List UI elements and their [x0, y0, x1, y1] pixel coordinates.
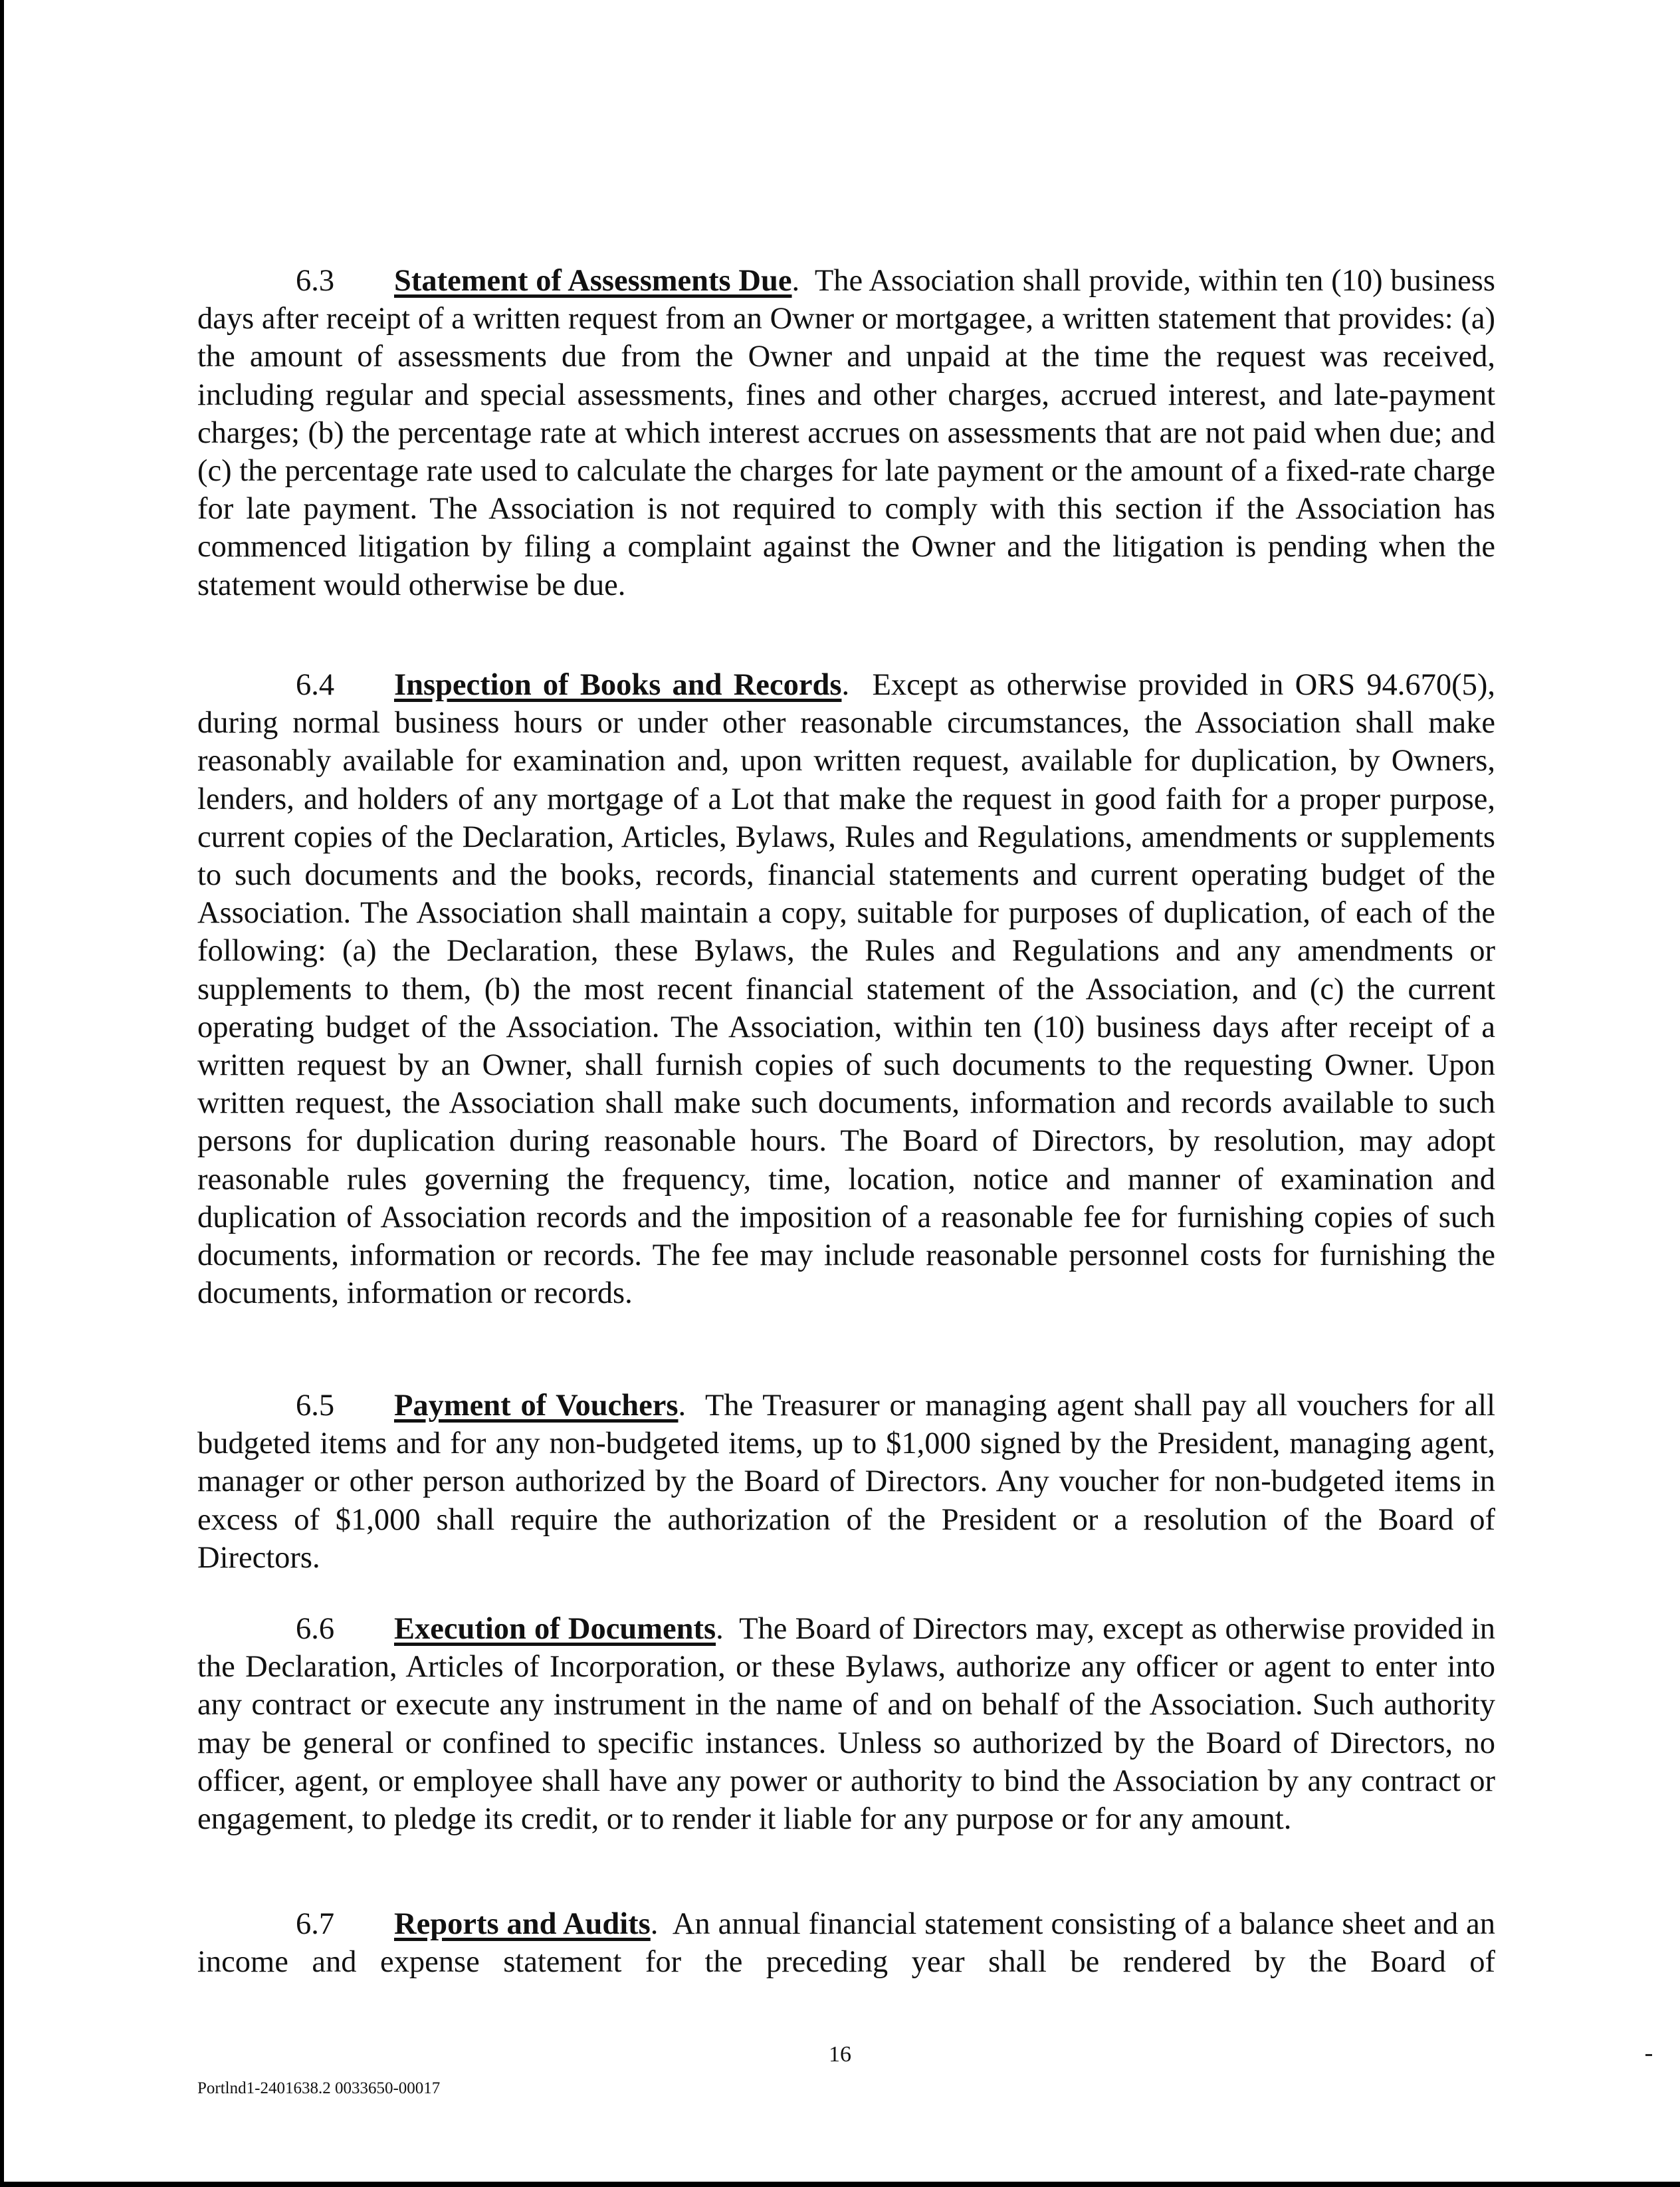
section-body: An annual financial statement consisting of a balance sheet and an income and expense statement for the preceding year shall be rendered by the Board of	[197, 1907, 1496, 1980]
section-body: The Board of Directors may, except as otherwise provided in the Declaration, Articles of Incorporation, or these Bylaws, authorize any officer or agent to enter into any contract or execute any instrument in the name of and on behalf of the Association. Such authority may be general or confined to specific instances. Unless so authorized by the Board of Directors, no officer, agent, or employee shall have any power or authority to bind the Association by any contract or engagement, to pledge its credit, or to render it liable for any purpose or for any amount.	[197, 1612, 1495, 1837]
page-number: 16	[829, 2042, 851, 2067]
section-number: 6.4	[296, 668, 335, 702]
section-title: Execution of Documents	[394, 1612, 716, 1646]
section-6-5: 6.5 Payment of Vouchers. The Treasurer or managing agent shall pay all vouchers for all budgeted items and for any non-budgeted items, up to $1,000 signed by the President, managing agent, manager or other person authorized by the Board of Directors. Any voucher for non-budgeted items in excess of $1,000 shall require the authorization of the President or a resolution of the Board of Directors.	[197, 1387, 1495, 1577]
scan-bottom-edge-bar	[0, 2182, 1680, 2187]
section-title: Reports and Audits	[394, 1907, 651, 1941]
section-number: 6.5	[296, 1389, 335, 1423]
section-6-4: 6.4 Inspection of Books and Records. Except as otherwise provided in ORS 94.670(5), during normal business hours or under other reasonable circumstances, the Association shall make reasonably available for examination and, upon written request, available for duplication, by Owners, lenders, and holders of any mortgage of a Lot that make the request in good faith for a proper purpose, current copies of the Declaration, Articles, Bylaws, Rules and Regulations, amendments or supplements to such documents and the books, records, financial statements and current operating budget of the Association. The Association shall maintain a copy, suitable for purposes of duplication, of each of the following: (a) the Declaration, these Bylaws, the Rules and Regulations and any amendments or supplements to them, (b) the most recent financial statement of the Association, and (c) the current operating budget of the Association. The Association, within ten (10) business days after receipt of a written request by an Owner, shall furnish copies of such documents to the requesting Owner. Upon written request, the Association shall make such documents, information and records available to such persons for duplication during reasonable hours. The Board of Directors, by resolution, may adopt reasonable rules governing the frequency, time, location, notice and manner of examination and duplication of Association records and the imposition of a reasonable fee for furnishing copies of such documents, information or records. The fee may include reasonable personnel costs for furnishing the documents, information or records.	[197, 666, 1495, 1312]
section-title: Payment of Vouchers	[394, 1389, 679, 1423]
section-number: 6.3	[296, 264, 335, 298]
document-reference: Portlnd1-2401638.2 0033650-00017	[197, 2079, 441, 2097]
scan-left-edge-bar	[0, 0, 4, 2187]
section-6-6: 6.6 Execution of Documents. The Board of Directors may, except as otherwise provided in the Declaration, Articles of Incorporation, or these Bylaws, authorize any officer or agent to enter into any contract or execute any instrument in the name of and on behalf of the Association. Such authority may be general or confined to specific instances. Unless so authorized by the Board of Directors, no officer, agent, or employee shall have any power or authority to bind the Association by any contract or engagement, to pledge its credit, or to render it liable for any purpose or for any amount.	[197, 1610, 1495, 1838]
section-body: The Association shall provide, within ten (10) business days after receipt of a written request from an Owner or mortgagee, a written statement that provides: (a) the amount of assessments due from the Owner and unpaid at the time the request was received, including regular and special assessments, fines and other charges, accrued interest, and late-payment charges; (b) the percentage rate at which interest accrues on assessments that are not paid when due; and (c) the percentage rate used to calculate the charges for late payment or the amount of a fixed-rate charge for late payment. The Association is not required to comply with this section if the Association has commenced litigation by filing a complaint against the Owner and the litigation is pending when the statement would otherwise be due.	[197, 264, 1495, 602]
section-6-3: 6.3 Statement of Assessments Due. The Association shall provide, within ten (10) business days after receipt of a written request from an Owner or mortgagee, a written statement that provides: (a) the amount of assessments due from the Owner and unpaid at the time the request was received, including regular and special assessments, fines and other charges, accrued interest, and late-payment charges; (b) the percentage rate at which interest accrues on assessments that are not paid when due; and (c) the percentage rate used to calculate the charges for late payment or the amount of a fixed-rate charge for late payment. The Association is not required to comply with this section if the Association has commenced litigation by filing a complaint against the Owner and the litigation is pending when the statement would otherwise be due.	[197, 262, 1495, 604]
section-6-7: 6.7 Reports and Audits. An annual financial statement consisting of a balance sheet and an income and expense statement for the preceding year shall be rendered by the Board of	[197, 1905, 1495, 1981]
section-body: The Treasurer or managing agent shall pay all vouchers for all budgeted items and for any non-budgeted items, up to $1,000 signed by the President, managing agent, manager or other person authorized by the Board of Directors. Any voucher for non-budgeted items in excess of $1,000 shall require the authorization of the President or a resolution of the Board of Directors.	[197, 1389, 1495, 1575]
section-number: 6.7	[296, 1907, 335, 1941]
section-title: Statement of Assessments Due	[394, 264, 792, 298]
section-body: Except as otherwise provided in ORS 94.670(5), during normal business hours or under other reasonable circumstances, the Association shall make reasonably available for examination and, upon written request, available for duplication, by Owners, lenders, and holders of any mortgage of a Lot that make the request in good faith for a proper purpose, current copies of the Declaration, Articles, Bylaws, Rules and Regulations, amendments or supplements to such documents and the books, records, financial statements and current operating budget of the Association. The Association shall maintain a copy, suitable for purposes of duplication, of each of the following: (a) the Declaration, these Bylaws, the Rules and Regulations and any amendments or supplements to them, (b) the most recent financial statement of the Association, and (c) the current operating budget of the Association. The Association, within ten (10) business days after receipt of a written request by an Owner, shall furnish copies of such documents to the requesting Owner. Upon written request, the Association shall make such documents, information and records available to such persons for duplication during reasonable hours. The Board of Directors, by resolution, may adopt reasonable rules governing the frequency, time, location, notice and manner of examination and duplication of Association records and the imposition of a reasonable fee for furnishing copies of such documents, information or records. The fee may include reasonable personnel costs for furnishing the documents, information or records.	[197, 668, 1495, 1311]
section-number: 6.6	[296, 1612, 335, 1646]
section-title: Inspection of Books and Records	[394, 668, 842, 702]
